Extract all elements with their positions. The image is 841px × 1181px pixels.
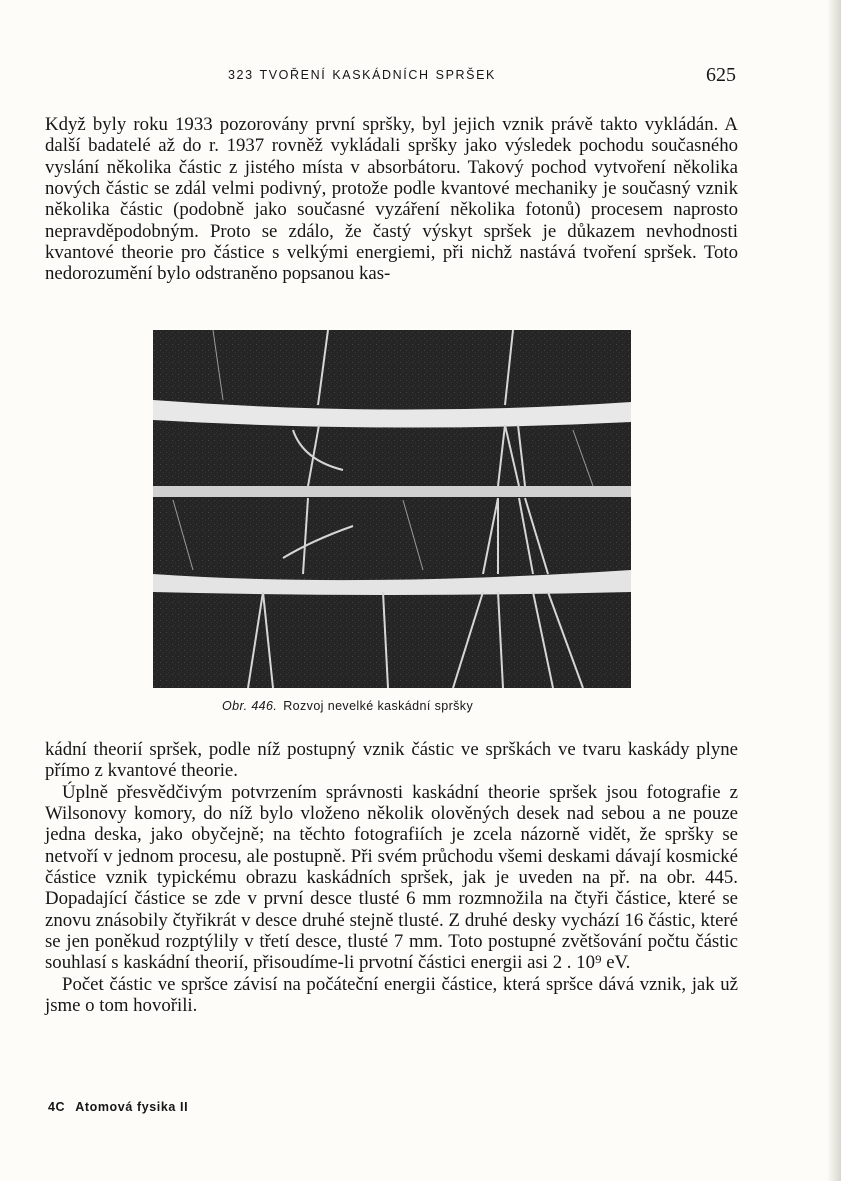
paragraph: Počet částic ve spršce závisí na počáteční energii částice, která spršce dává vznik, jak už jsme o tom hovořili. [45,973,738,1017]
page-number: 625 [706,64,736,86]
chapter-title: 323 TVOŘENÍ KASKÁDNÍCH SPRŠEK [228,68,496,82]
figure-number: Obr. 446. [222,699,278,713]
page-footer [48,1100,188,1114]
figure-caption [222,699,473,713]
cloud-chamber-photo [153,330,631,688]
paragraph: kádní theorií spršek, podle níž postupný vznik částic ve sprškách ve tvaru kaskády plyne přímo z kvantové theorie. [45,739,738,782]
figure-caption-text: Rozvoj nevelké kaskádní spršky [283,699,474,713]
text-block-top [45,114,738,285]
page-edge-shadow [827,0,841,1181]
text-block-bottom [45,739,738,1016]
signature-mark: 4C [48,1100,66,1114]
paragraph: Úplně přesvědčivým potvrzením správnosti kaskádní theorie spršek jsou fotografie z Wilsonovy komory, do níž bylo vloženo několik olověných desek nad sebou a ne pouze jedna deska, jako obyčejně; na těchto fotografiích je zcela názorně vidět, že spršky se netvoří v jednom procesu, ale postupně. Při svém průchodu všemi deskami dávají kosmické částice vznik typickému obrazu kaskádních spršek, jak je uveden na př. na obr. 445. Dopadající částice se zde v první desce tlusté 6 mm rozmnožila na čtyři částice, které se znovu znásobily čtyřikrát v desce druhé stejně tlusté. Z druhé desky vychází 16 částic, které se jen poněkud rozptýlily v třetí desce, tlusté 7 mm. Toto postupné zvětšování počtu částic souhlasí s kaskádní theorií, přisoudíme-li prvotní částici energii asi 2 . 10⁹ eV. [45,781,738,974]
cloud-chamber-photo-drawing [153,330,631,688]
running-header [0,64,841,88]
book-title: Atomová fysika II [75,1100,189,1114]
paragraph: Když byly roku 1933 pozorovány první spršky, byl jejich vznik právě takto vykládán. A další badatelé až do r. 1937 rovněž vykládali spršky jako výsledek pochodu současného vyslání několika částic z jistého místa v absorbátoru. Takový pochod vytvoření několika nových částic se zdál velmi podivný, protože podle kvantové mechaniky je současný vznik několika částic (podobně jako současné vyzáření několika fotonů) procesem naprosto nepravděpodobným. Proto se zdálo, že častý výskyt spršek je důkazem nevhodnosti kvantové theorie pro částice s velkými energiemi, při nichž nastává tvoření spršek. Toto nedorozumění bylo odstraněno popsanou kas- [45,114,738,285]
lead-plate [153,486,631,497]
